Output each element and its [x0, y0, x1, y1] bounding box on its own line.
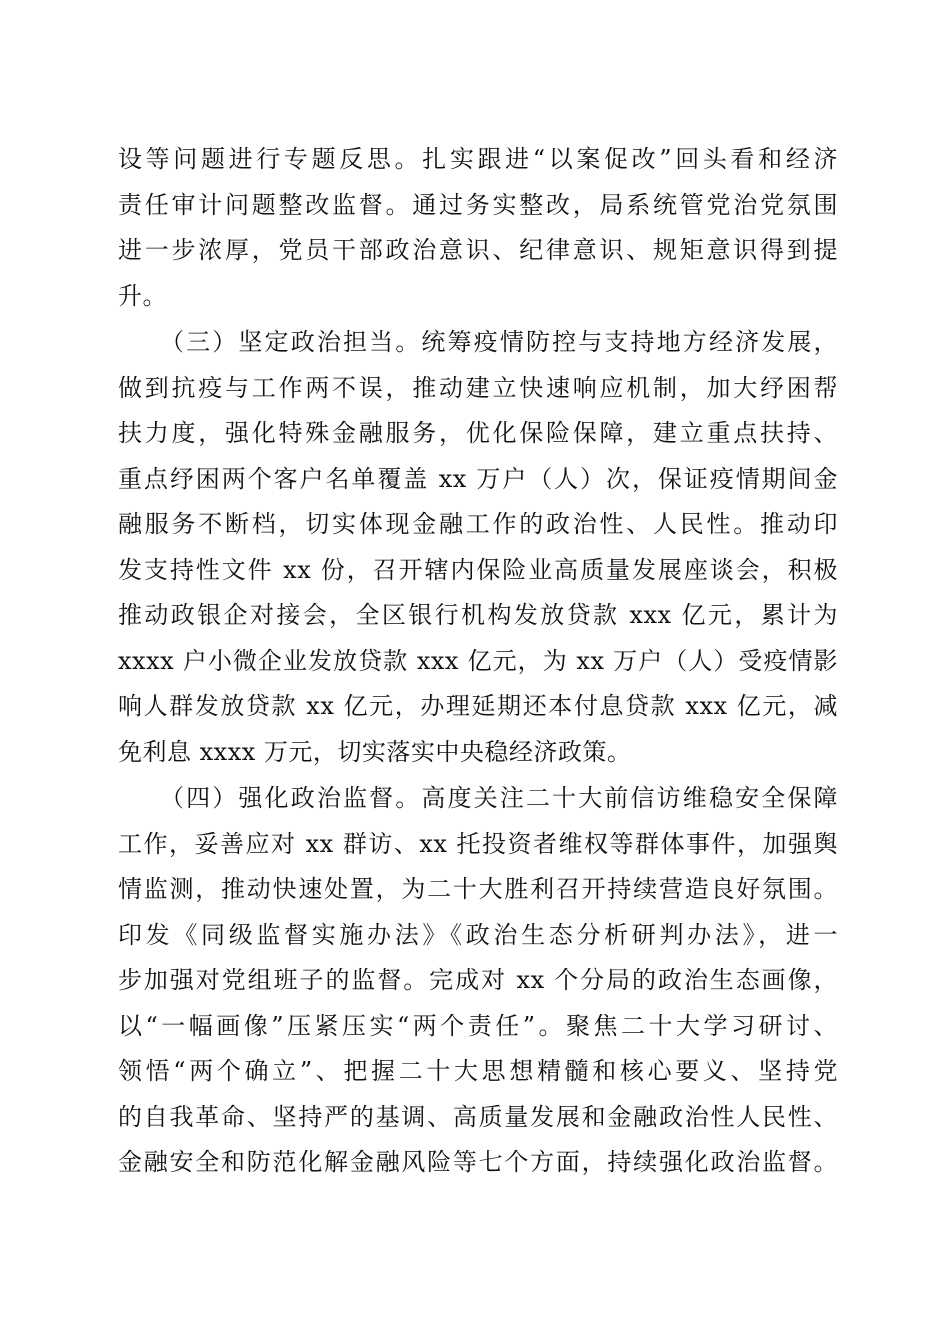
paragraph-2-line-2: 做到抗疫与工作两不误，推动建立快速响应机制，加大纾困帮 — [118, 373, 838, 402]
paragraph-3-line-6: 以“一幅画像”压紧压实“两个责任”。聚焦二十大学习研讨、 — [118, 1011, 838, 1040]
paragraph-3-line-7: 领悟“两个确立”、把握二十大思想精髓和核心要义、坚持党 — [118, 1057, 838, 1085]
paragraph-1-line-4: 升。 — [118, 281, 167, 310]
paragraph-2-line-10: 免利息 xxxx 万元，切实落实中央稳经济政策。 — [118, 737, 632, 766]
paragraph-3-line-1: （四）强化政治监督。高度关注二十大前信访维稳安全保障 — [160, 784, 838, 812]
paragraph-2-line-8: xxxx 户小微企业发放贷款 xxx 亿元，为 xx 万户（人）受疫情影 — [118, 646, 838, 675]
paragraph-3-line-2: 工作，妥善应对 xx 群访、xx 托投资者维权等群体事件，加强舆 — [118, 829, 838, 858]
paragraph-1 — [118, 137, 838, 319]
paragraph-3 — [118, 776, 838, 1186]
paragraph-3-line-8: 的自我革命、坚持严的基调、高质量发展和金融政治性人民性、 — [118, 1102, 838, 1131]
paragraph-3-line-3: 情监测，推动快速处置，为二十大胜利召开持续营造良好氛围。 — [118, 875, 838, 903]
paragraph-3-line-4: 印发《同级监督实施办法》《政治生态分析研判办法》，进一 — [118, 920, 838, 949]
paragraph-2-line-1: （三）坚定政治担当。统筹疫情防控与支持地方经济发展， — [160, 328, 838, 356]
paragraph-2-line-9: 响人群发放贷款 xx 亿元，办理延期还本付息贷款 xxx 亿元，减 — [118, 692, 838, 720]
paragraph-2-line-6: 发支持性文件 xx 份，召开辖内保险业高质量发展座谈会，积极 — [118, 555, 838, 584]
paragraph-2-line-3: 扶力度，强化特殊金融服务，优化保险保障，建立重点扶持、 — [118, 419, 838, 447]
paragraph-2 — [118, 320, 838, 775]
paragraph-1-line-2: 责任审计问题整改监督。通过务实整改，局系统管党治党氛围 — [118, 190, 838, 219]
paragraph-3-line-9: 金融安全和防范化解金融风险等七个方面，持续强化政治监督。 — [118, 1148, 838, 1176]
paragraph-2-line-4: 重点纾困两个客户名单覆盖 xx 万户（人）次，保证疫情期间金 — [118, 464, 838, 493]
paragraph-1-line-3: 进一步浓厚，党员干部政治意识、纪律意识、规矩意识得到提 — [118, 236, 838, 264]
paragraph-3-line-5: 步加强对党组班子的监督。完成对 xx 个分局的政治生态画像， — [118, 966, 838, 994]
paragraph-2-line-7: 推动政银企对接会，全区银行机构发放贷款 xxx 亿元，累计为 — [118, 601, 838, 629]
paragraph-1-line-1: 设等问题进行专题反思。扎实跟进“以案促改”回头看和经济 — [118, 145, 838, 173]
paragraph-2-line-5: 融服务不断档，切实体现金融工作的政治性、人民性。推动印 — [118, 510, 838, 538]
